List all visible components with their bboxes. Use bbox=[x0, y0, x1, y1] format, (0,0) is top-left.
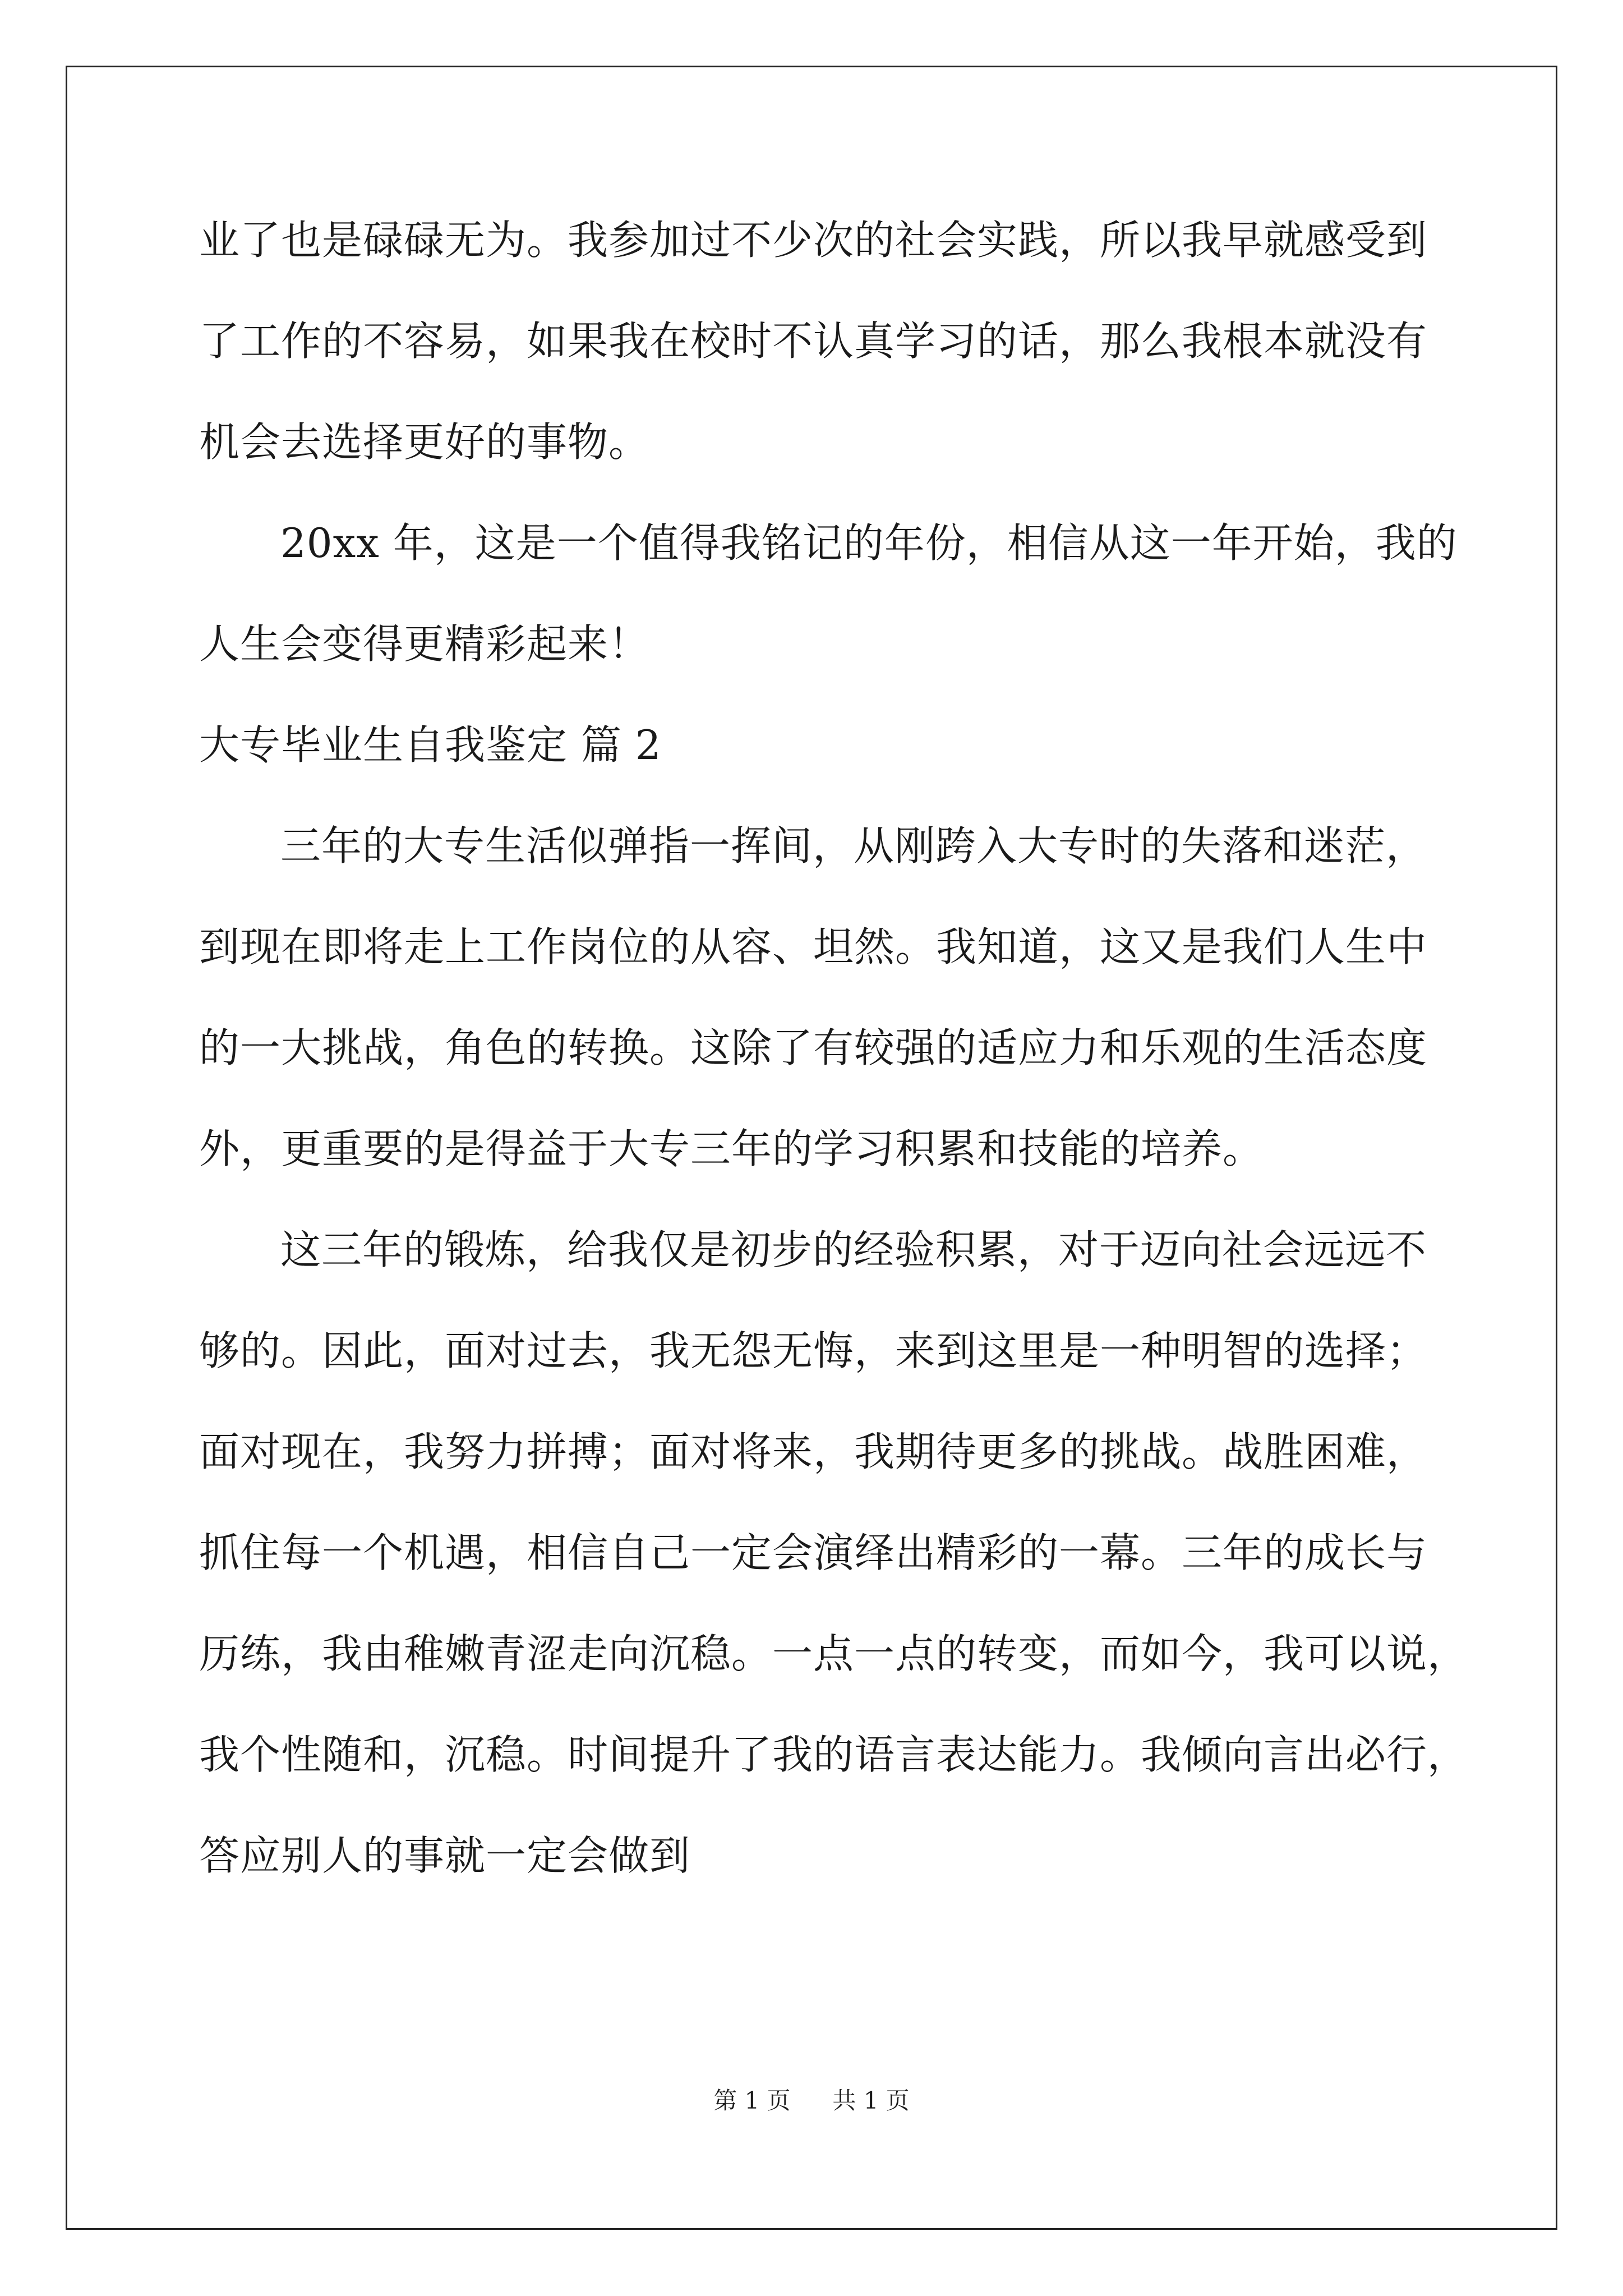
paragraph-line: 外，更重要的是得益于大专三年的学习积累和技能的培养。 bbox=[199, 1125, 1264, 1172]
section-heading: 大专毕业生自我鉴定 篇 2 bbox=[199, 721, 662, 769]
page-number-current: 第 1 页 bbox=[713, 2087, 791, 2114]
paragraph-line: 我个性随和，沉稳。时间提升了我的语言表达能力。我倾向言出必行， bbox=[199, 1731, 1469, 1778]
paragraph-line: 人生会变得更精彩起来！ bbox=[199, 620, 650, 668]
paragraph-line: 20xx 年，这是一个值得我铭记的年份，相信从这一年开始，我的 bbox=[280, 519, 1458, 567]
paragraph-line: 这三年的锻炼，给我仅是初步的经验积累，对于迈向社会远远不 bbox=[280, 1226, 1427, 1273]
page-number-total: 共 1 页 bbox=[832, 2087, 910, 2114]
paragraph-line: 面对现在，我努力拼搏；面对将来，我期待更多的挑战。战胜困难， bbox=[199, 1428, 1428, 1475]
paragraph-line: 抓住每一个机遇，相信自己一定会演绎出精彩的一幕。三年的成长与 bbox=[199, 1529, 1428, 1576]
paragraph-line: 到现在即将走上工作岗位的从容、坦然。我知道，这又是我们人生中 bbox=[199, 923, 1428, 970]
paragraph-line: 机会去选择更好的事物。 bbox=[199, 418, 650, 466]
paragraph-line: 的一大挑战，角色的转换。这除了有较强的适应力和乐观的生活态度 bbox=[199, 1024, 1428, 1071]
paragraph-line: 历练，我由稚嫩青涩走向沉稳。一点一点的转变，而如今，我可以说， bbox=[199, 1630, 1469, 1677]
paragraph-line: 业了也是碌碌无为。我参加过不少次的社会实践，所以我早就感受到 bbox=[199, 217, 1428, 264]
paragraph-line: 三年的大专生活似弹指一挥间，从刚跨入大专时的失落和迷茫， bbox=[280, 822, 1427, 869]
paragraph-line: 答应别人的事就一定会做到 bbox=[199, 1832, 691, 1879]
paragraph-line: 够的。因此，面对过去，我无怨无悔，来到这里是一种明智的选择； bbox=[199, 1327, 1428, 1374]
paragraph-line: 了工作的不容易，如果我在校时不认真学习的话，那么我根本就没有 bbox=[199, 318, 1428, 365]
document-body bbox=[199, 212, 1469, 1929]
page-footer bbox=[0, 2084, 1623, 2118]
